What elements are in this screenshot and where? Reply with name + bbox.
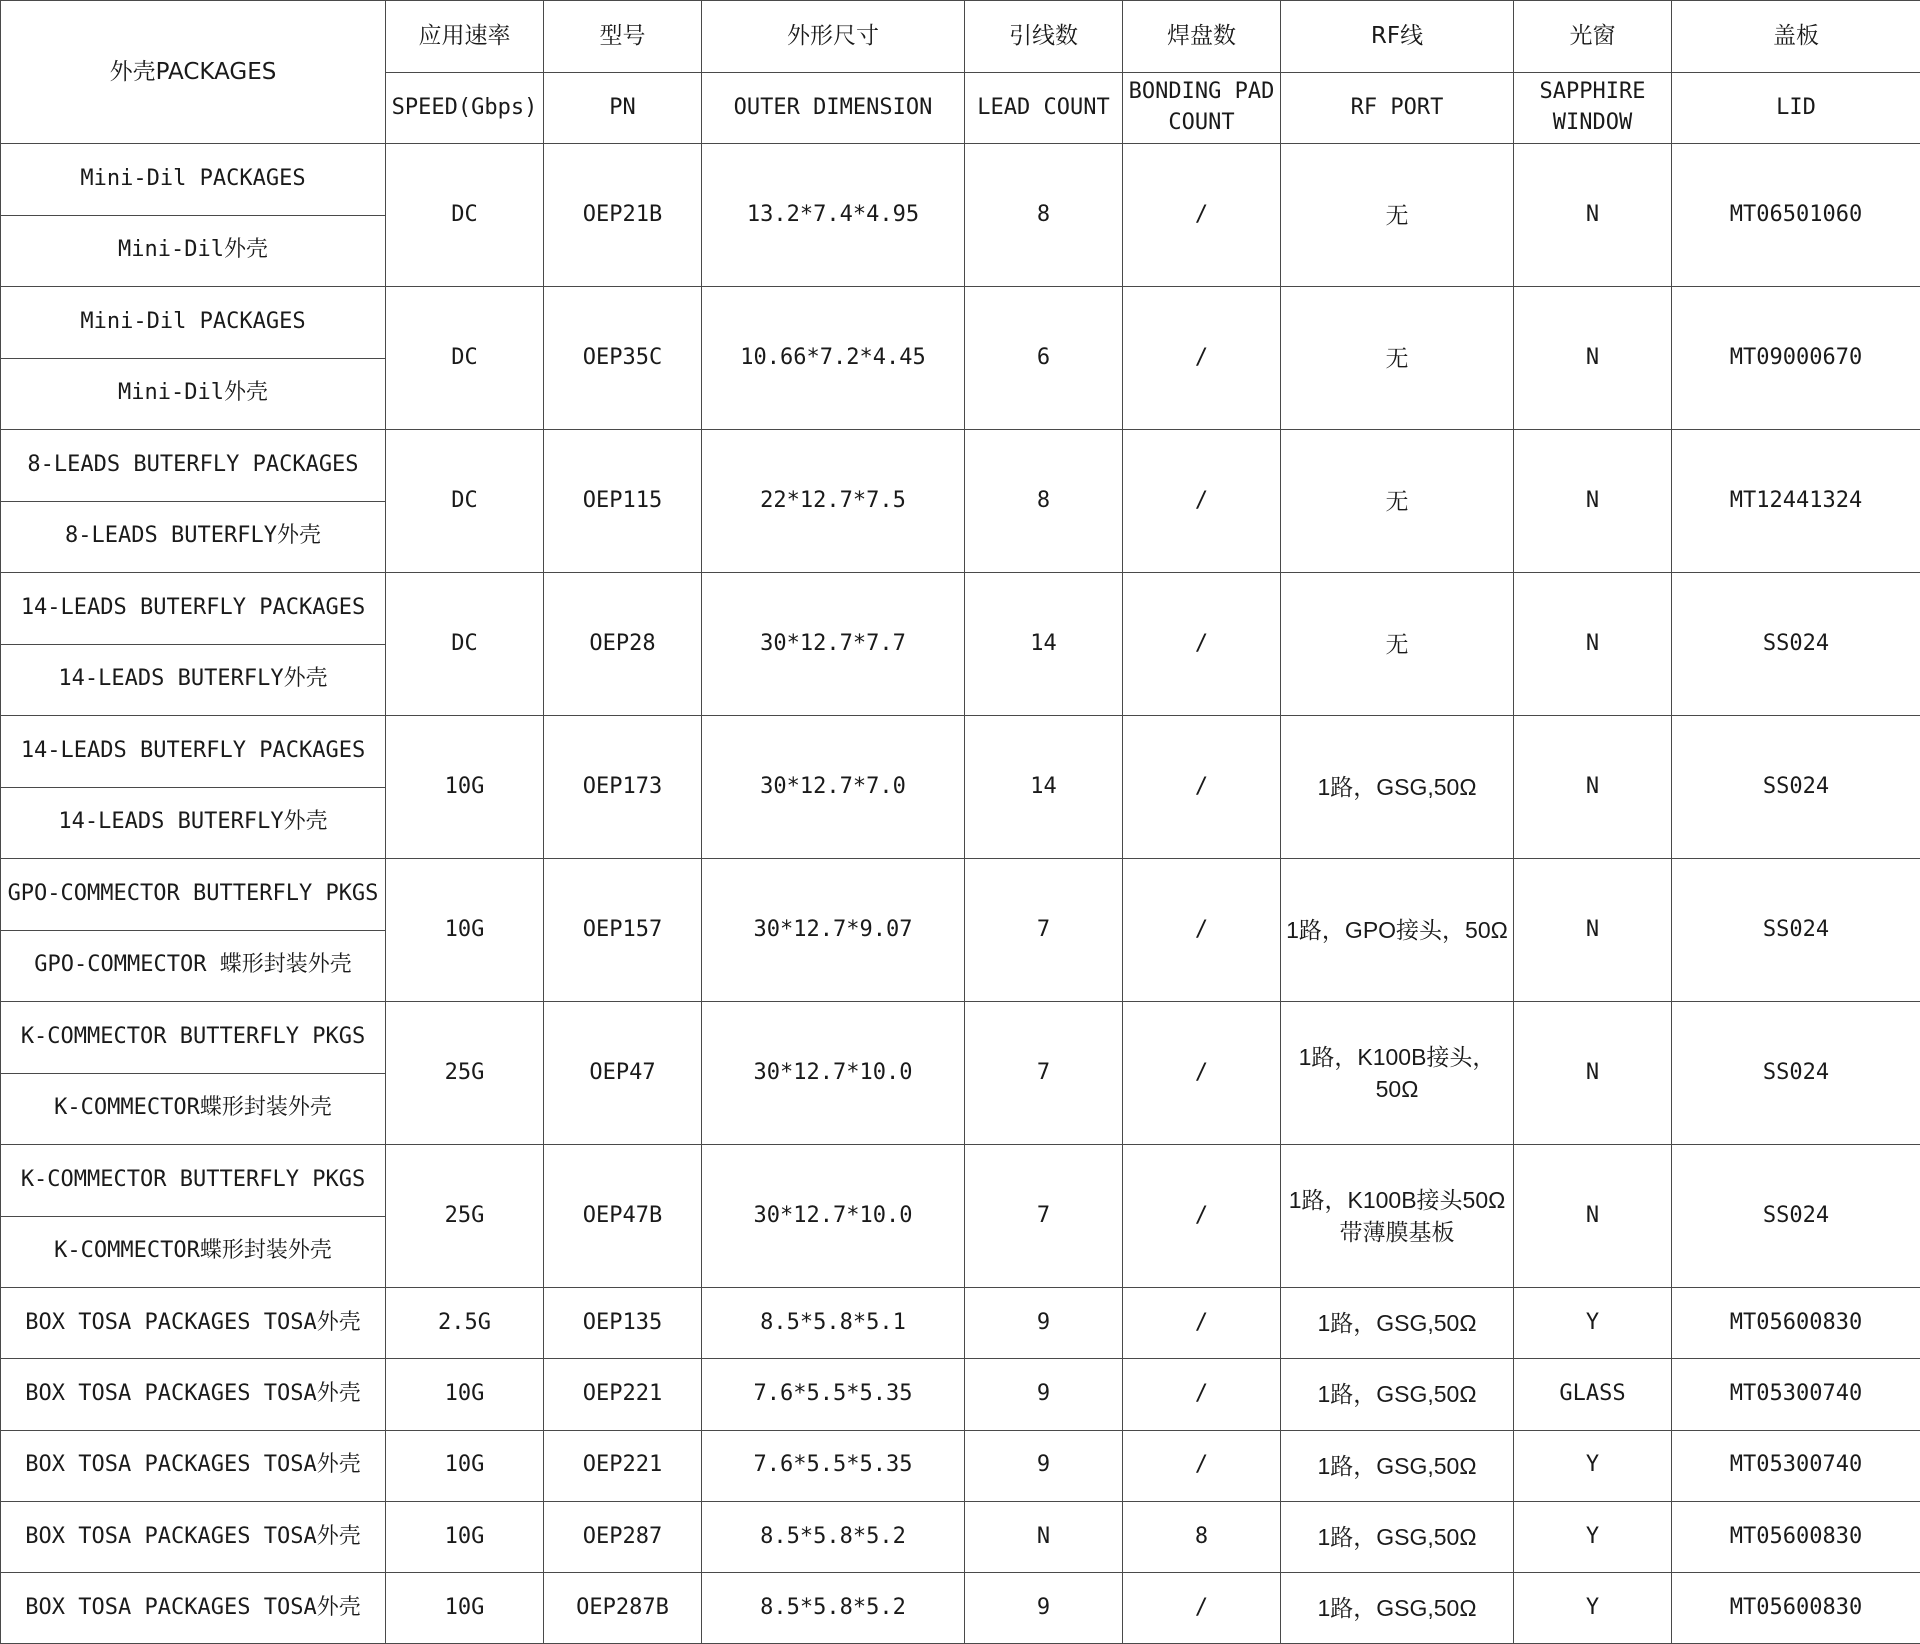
table-row xyxy=(1,716,1920,788)
pn-cell: OEP221 xyxy=(544,1430,702,1501)
package-name-cn: 14-LEADS BUTERFLY外壳 xyxy=(1,787,386,859)
rf-port-cell: 1路，GSG,50Ω xyxy=(1281,1430,1514,1501)
lid-cell: SS024 xyxy=(1672,573,1920,716)
table-row xyxy=(1,1145,1920,1217)
header-pad-cn: 焊盘数 xyxy=(1123,1,1281,73)
pn-cell: OEP287B xyxy=(544,1573,702,1644)
dimension-cell: 7.6*5.5*5.35 xyxy=(702,1359,965,1430)
lead-count-cell: 9 xyxy=(965,1359,1123,1430)
pn-cell: OEP221 xyxy=(544,1359,702,1430)
package-name-en: Mini-Dil PACKAGES xyxy=(1,287,386,359)
header-dimension-cn: 外形尺寸 xyxy=(702,1,965,73)
lead-count-cell: 8 xyxy=(965,430,1123,573)
window-cell: Y xyxy=(1514,1573,1672,1644)
package-name-cn: Mini-Dil外壳 xyxy=(1,358,386,430)
package-name-cn: 8-LEADS BUTERFLY外壳 xyxy=(1,501,386,573)
lead-count-cell: 14 xyxy=(965,716,1123,859)
package-name: BOX TOSA PACKAGES TOSA外壳 xyxy=(1,1288,386,1359)
package-name: BOX TOSA PACKAGES TOSA外壳 xyxy=(1,1573,386,1644)
pad-count-cell: / xyxy=(1123,859,1281,1002)
header-speed-en: SPEED(Gbps) xyxy=(386,73,544,144)
speed-cell: 10G xyxy=(386,716,544,859)
header-speed-cn: 应用速率 xyxy=(386,1,544,73)
pn-cell: OEP28 xyxy=(544,573,702,716)
pad-count-cell: / xyxy=(1123,1002,1281,1145)
window-cell: N xyxy=(1514,430,1672,573)
package-name-en: 8-LEADS BUTERFLY PACKAGES xyxy=(1,430,386,502)
speed-cell: DC xyxy=(386,144,544,287)
package-name-cn: 14-LEADS BUTERFLY外壳 xyxy=(1,644,386,716)
table-row xyxy=(1,1501,1920,1572)
dimension-cell: 8.5*5.8*5.1 xyxy=(702,1288,965,1359)
window-cell: N xyxy=(1514,1145,1672,1288)
speed-cell: 2.5G xyxy=(386,1288,544,1359)
package-name-en: 14-LEADS BUTERFLY PACKAGES xyxy=(1,716,386,788)
package-name-cn: K-COMMECTOR蝶形封装外壳 xyxy=(1,1073,386,1145)
rf-port-cell: 无 xyxy=(1281,144,1514,287)
window-cell: N xyxy=(1514,287,1672,430)
lead-count-cell: 7 xyxy=(965,1002,1123,1145)
table-row xyxy=(1,573,1920,645)
lid-cell: SS024 xyxy=(1672,1002,1920,1145)
lid-cell: MT09000670 xyxy=(1672,287,1920,430)
header-dimension-en: OUTER DIMENSION xyxy=(702,73,965,144)
header-packages: 外壳PACKAGES xyxy=(1,1,386,144)
lead-count-cell: N xyxy=(965,1501,1123,1572)
lead-count-cell: 6 xyxy=(965,287,1123,430)
rf-port-cell: 1路，K100B接头，50Ω xyxy=(1281,1002,1514,1145)
window-cell: N xyxy=(1514,716,1672,859)
header-rf-cn: RF线 xyxy=(1281,1,1514,73)
table-row xyxy=(1,430,1920,502)
pad-count-cell: / xyxy=(1123,573,1281,716)
lid-cell: SS024 xyxy=(1672,1145,1920,1288)
rf-port-cell: 1路，K100B接头50Ω带薄膜基板 xyxy=(1281,1145,1514,1288)
table-row xyxy=(1,1430,1920,1501)
pn-cell: OEP21B xyxy=(544,144,702,287)
rf-port-cell: 1路，GPO接头，50Ω xyxy=(1281,859,1514,1002)
lid-cell: MT05600830 xyxy=(1672,1288,1920,1359)
lid-cell: SS024 xyxy=(1672,859,1920,1002)
pn-cell: OEP47B xyxy=(544,1145,702,1288)
package-name-en: Mini-Dil PACKAGES xyxy=(1,144,386,216)
lead-count-cell: 9 xyxy=(965,1430,1123,1501)
window-cell: Y xyxy=(1514,1430,1672,1501)
package-name-cn: GPO-COMMECTOR 蝶形封装外壳 xyxy=(1,930,386,1002)
header-window-cn: 光窗 xyxy=(1514,1,1672,73)
lid-cell: MT05300740 xyxy=(1672,1430,1920,1501)
dimension-cell: 30*12.7*7.0 xyxy=(702,716,965,859)
pad-count-cell: / xyxy=(1123,1430,1281,1501)
pad-count-cell: / xyxy=(1123,1288,1281,1359)
table-row xyxy=(1,1359,1920,1430)
pn-cell: OEP47 xyxy=(544,1002,702,1145)
speed-cell: 10G xyxy=(386,1430,544,1501)
header-pad-en: BONDING PAD COUNT xyxy=(1123,73,1281,144)
pn-cell: OEP135 xyxy=(544,1288,702,1359)
rf-port-cell: 无 xyxy=(1281,430,1514,573)
lead-count-cell: 9 xyxy=(965,1288,1123,1359)
table-row xyxy=(1,1002,1920,1074)
dimension-cell: 22*12.7*7.5 xyxy=(702,430,965,573)
rf-port-cell: 1路，GSG,50Ω xyxy=(1281,1573,1514,1644)
pn-cell: OEP35C xyxy=(544,287,702,430)
window-cell: N xyxy=(1514,859,1672,1002)
dimension-cell: 30*12.7*10.0 xyxy=(702,1145,965,1288)
pad-count-cell: / xyxy=(1123,144,1281,287)
table-row xyxy=(1,1288,1920,1359)
lead-count-cell: 7 xyxy=(965,1145,1123,1288)
lead-count-cell: 7 xyxy=(965,859,1123,1002)
pad-count-cell: / xyxy=(1123,1145,1281,1288)
dimension-cell: 7.6*5.5*5.35 xyxy=(702,1430,965,1501)
dimension-cell: 30*12.7*9.07 xyxy=(702,859,965,1002)
lid-cell: MT05600830 xyxy=(1672,1573,1920,1644)
header-rf-en: RF PORT xyxy=(1281,73,1514,144)
package-name-en: K-COMMECTOR BUTTERFLY PKGS xyxy=(1,1145,386,1217)
lead-count-cell: 9 xyxy=(965,1573,1123,1644)
package-name-cn: K-COMMECTOR蝶形封装外壳 xyxy=(1,1216,386,1288)
speed-cell: DC xyxy=(386,287,544,430)
table-row xyxy=(1,859,1920,931)
lid-cell: MT05600830 xyxy=(1672,1501,1920,1572)
pad-count-cell: / xyxy=(1123,716,1281,859)
package-name: BOX TOSA PACKAGES TOSA外壳 xyxy=(1,1430,386,1501)
table-row xyxy=(1,144,1920,216)
package-name-en: GPO-COMMECTOR BUTTERFLY PKGS xyxy=(1,859,386,931)
speed-cell: 10G xyxy=(386,1359,544,1430)
lid-cell: MT05300740 xyxy=(1672,1359,1920,1430)
pn-cell: OEP115 xyxy=(544,430,702,573)
header-lead-en: LEAD COUNT xyxy=(965,73,1123,144)
header-lid-cn: 盖板 xyxy=(1672,1,1920,73)
window-cell: Y xyxy=(1514,1501,1672,1572)
pad-count-cell: / xyxy=(1123,1573,1281,1644)
dimension-cell: 13.2*7.4*4.95 xyxy=(702,144,965,287)
header-pn-cn: 型号 xyxy=(544,1,702,73)
rf-port-cell: 1路，GSG,50Ω xyxy=(1281,1288,1514,1359)
rf-port-cell: 无 xyxy=(1281,287,1514,430)
package-name-en: K-COMMECTOR BUTTERFLY PKGS xyxy=(1,1002,386,1074)
package-name-en: 14-LEADS BUTERFLY PACKAGES xyxy=(1,573,386,645)
package-name: BOX TOSA PACKAGES TOSA外壳 xyxy=(1,1501,386,1572)
speed-cell: 10G xyxy=(386,859,544,1002)
pn-cell: OEP157 xyxy=(544,859,702,1002)
speed-cell: 25G xyxy=(386,1145,544,1288)
pn-cell: OEP173 xyxy=(544,716,702,859)
dimension-cell: 8.5*5.8*5.2 xyxy=(702,1501,965,1572)
header-row-cn xyxy=(1,1,1920,73)
lead-count-cell: 8 xyxy=(965,144,1123,287)
pn-cell: OEP287 xyxy=(544,1501,702,1572)
window-cell: Y xyxy=(1514,1288,1672,1359)
rf-port-cell: 1路，GSG,50Ω xyxy=(1281,1501,1514,1572)
speed-cell: 10G xyxy=(386,1573,544,1644)
pad-count-cell: / xyxy=(1123,287,1281,430)
speed-cell: DC xyxy=(386,430,544,573)
table-row xyxy=(1,1573,1920,1644)
lead-count-cell: 14 xyxy=(965,573,1123,716)
window-cell: GLASS xyxy=(1514,1359,1672,1430)
rf-port-cell: 1路，GSG,50Ω xyxy=(1281,716,1514,859)
window-cell: N xyxy=(1514,1002,1672,1145)
lid-cell: SS024 xyxy=(1672,716,1920,859)
header-pn-en: PN xyxy=(544,73,702,144)
pad-count-cell: / xyxy=(1123,1359,1281,1430)
pad-count-cell: / xyxy=(1123,430,1281,573)
lid-cell: MT06501060 xyxy=(1672,144,1920,287)
window-cell: N xyxy=(1514,573,1672,716)
header-window-en: SAPPHIRE WINDOW xyxy=(1514,73,1672,144)
speed-cell: DC xyxy=(386,573,544,716)
dimension-cell: 10.66*7.2*4.45 xyxy=(702,287,965,430)
rf-port-cell: 1路，GSG,50Ω xyxy=(1281,1359,1514,1430)
package-name: BOX TOSA PACKAGES TOSA外壳 xyxy=(1,1359,386,1430)
window-cell: N xyxy=(1514,144,1672,287)
package-name-cn: Mini-Dil外壳 xyxy=(1,215,386,287)
pad-count-cell: 8 xyxy=(1123,1501,1281,1572)
dimension-cell: 30*12.7*7.7 xyxy=(702,573,965,716)
dimension-cell: 30*12.7*10.0 xyxy=(702,1002,965,1145)
header-lid-en: LID xyxy=(1672,73,1920,144)
speed-cell: 10G xyxy=(386,1501,544,1572)
rf-port-cell: 无 xyxy=(1281,573,1514,716)
dimension-cell: 8.5*5.8*5.2 xyxy=(702,1573,965,1644)
header-lead-cn: 引线数 xyxy=(965,1,1123,73)
speed-cell: 25G xyxy=(386,1002,544,1145)
table-row xyxy=(1,287,1920,359)
lid-cell: MT12441324 xyxy=(1672,430,1920,573)
